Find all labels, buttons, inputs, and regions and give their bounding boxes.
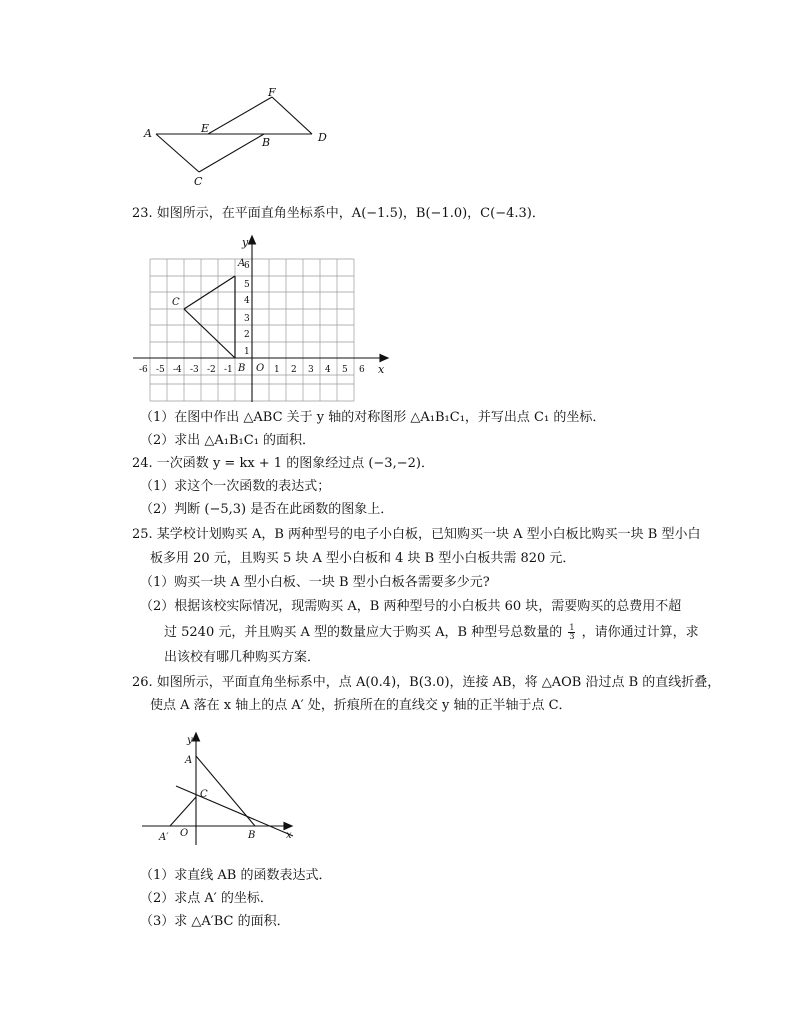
origin-label: O	[256, 363, 265, 374]
point-C-label: C	[172, 297, 180, 308]
line-FD	[272, 97, 312, 134]
q26-line2: 使点 A 落在 x 轴上的点 A′ 处，折痕所在的直线交 y 轴的正半轴于点 C．	[150, 698, 572, 713]
x-axis-arrow	[284, 823, 292, 830]
q25-line1: 25. 某学校计划购买 A，B 两种型号的电子小白板，已知购买一块 A 型小白板比购买一块 B 型小白	[132, 527, 701, 542]
x-tick: 1	[274, 365, 280, 375]
y-tick: 3	[244, 314, 250, 324]
q24-sub1: （1）求这个一次函数的表达式；	[140, 479, 331, 494]
point-A-label: A	[238, 258, 246, 269]
q25-line2: 板多用 20 元，且购买 5 块 A 型小白板和 4 块 B 型小白板共需 820 元．	[150, 551, 576, 566]
fraction-denominator: 3	[569, 632, 575, 641]
q24-stem: 24. 一次函数 y = kx + 1 的图象经过点 (−3,−2)．	[132, 456, 434, 471]
figure-parallelogram-q22	[140, 85, 340, 190]
coordinate-grid-q23	[130, 232, 392, 402]
q25-sub1: （1）购买一块 A 型小白板、一块 B 型小白板各需要多少元?	[140, 575, 490, 590]
q25-sub2-line1: （2）根据该校实际情况，现需购买 A，B 两种型号的小白板共 60 块，需要购买的总费用不超	[140, 599, 682, 614]
y-axis-label: y	[242, 236, 249, 249]
q25-sub2-line2-b: ，请你通过计算，求	[581, 625, 699, 640]
q25-sub2-line2-a: 过 5240 元，并且购买 A 型的数量应大于购买 A，B 种型号总数量的	[164, 625, 563, 640]
q25-sub2-line3: 出该校有哪几种购买方案．	[164, 650, 321, 665]
x-tick: -2	[207, 365, 216, 375]
fold-line-BC	[176, 786, 293, 836]
q26-sub2: （2）求点 A′ 的坐标．	[140, 891, 273, 906]
line-AC	[156, 134, 199, 172]
x-tick: 2	[291, 365, 297, 375]
y-tick: 5	[244, 280, 250, 290]
x-tick: -6	[139, 365, 148, 375]
point-B-label: B	[238, 363, 246, 374]
coordinate-figure-q26	[140, 728, 300, 846]
y-axis-arrow	[193, 733, 200, 741]
label-B: B	[262, 136, 271, 149]
point-C-label: C	[200, 789, 208, 800]
fraction-numerator: 1	[569, 623, 575, 632]
q23-sub1: （1）在图中作出 △ABC 关于 y 轴的对称图形 △A₁B₁C₁，并写出点 C₁ 的坐标．	[140, 410, 606, 425]
q26-line1: 26. 如图所示，平面直角坐标系中，点 A(0.4)，B(3.0)，连接 AB，将 △AOB 沿过点 B 的直线折叠，	[132, 675, 721, 690]
x-tick: -4	[173, 365, 182, 375]
label-E: E	[201, 122, 210, 135]
y-tick: 4	[244, 296, 250, 306]
x-tick: -5	[156, 365, 165, 375]
x-tick: 4	[325, 365, 331, 375]
q26-sub1: （1）求直线 AB 的函数表达式．	[140, 868, 332, 883]
line-CB	[199, 134, 264, 172]
point-B-label: B	[248, 830, 256, 841]
x-tick: -1	[224, 365, 233, 375]
origin-label: O	[180, 828, 189, 839]
q25-sub2-line2	[164, 624, 699, 642]
line-AprimeC	[170, 797, 196, 826]
x-tick: 6	[359, 365, 365, 375]
triangle-ABC	[184, 276, 235, 358]
x-tick: 3	[308, 365, 314, 375]
x-axis-label: x	[286, 830, 292, 841]
y-axis-label: y	[187, 735, 193, 746]
x-axis-arrow	[380, 355, 388, 362]
x-tick: 5	[342, 365, 348, 375]
q23-stem: 23. 如图所示，在平面直角坐标系中，A(−1.5)，B(−1.0)，C(−4.3)．	[132, 206, 545, 221]
label-C: C	[194, 175, 203, 188]
y-axis-arrow	[249, 236, 256, 244]
q24-sub2: （2）判断 (−5,3) 是否在此函数的图象上．	[140, 502, 394, 517]
label-A: A	[144, 127, 152, 140]
x-tick: -3	[190, 365, 199, 375]
label-D: D	[318, 131, 327, 144]
q26-sub3: （3）求 △A′BC 的面积．	[140, 914, 290, 929]
q23-sub2: （2）求出 △A₁B₁C₁ 的面积．	[140, 433, 316, 448]
y-tick: 2	[244, 330, 250, 340]
point-A-label: A	[185, 755, 193, 766]
x-axis-label: x	[378, 363, 385, 376]
y-tick: 1	[244, 347, 250, 357]
label-F: F	[268, 86, 276, 99]
point-Aprime-label: A′	[159, 832, 169, 843]
y-tick: 6	[244, 261, 250, 271]
line-EF	[208, 97, 272, 134]
fraction-one-third	[568, 624, 575, 641]
